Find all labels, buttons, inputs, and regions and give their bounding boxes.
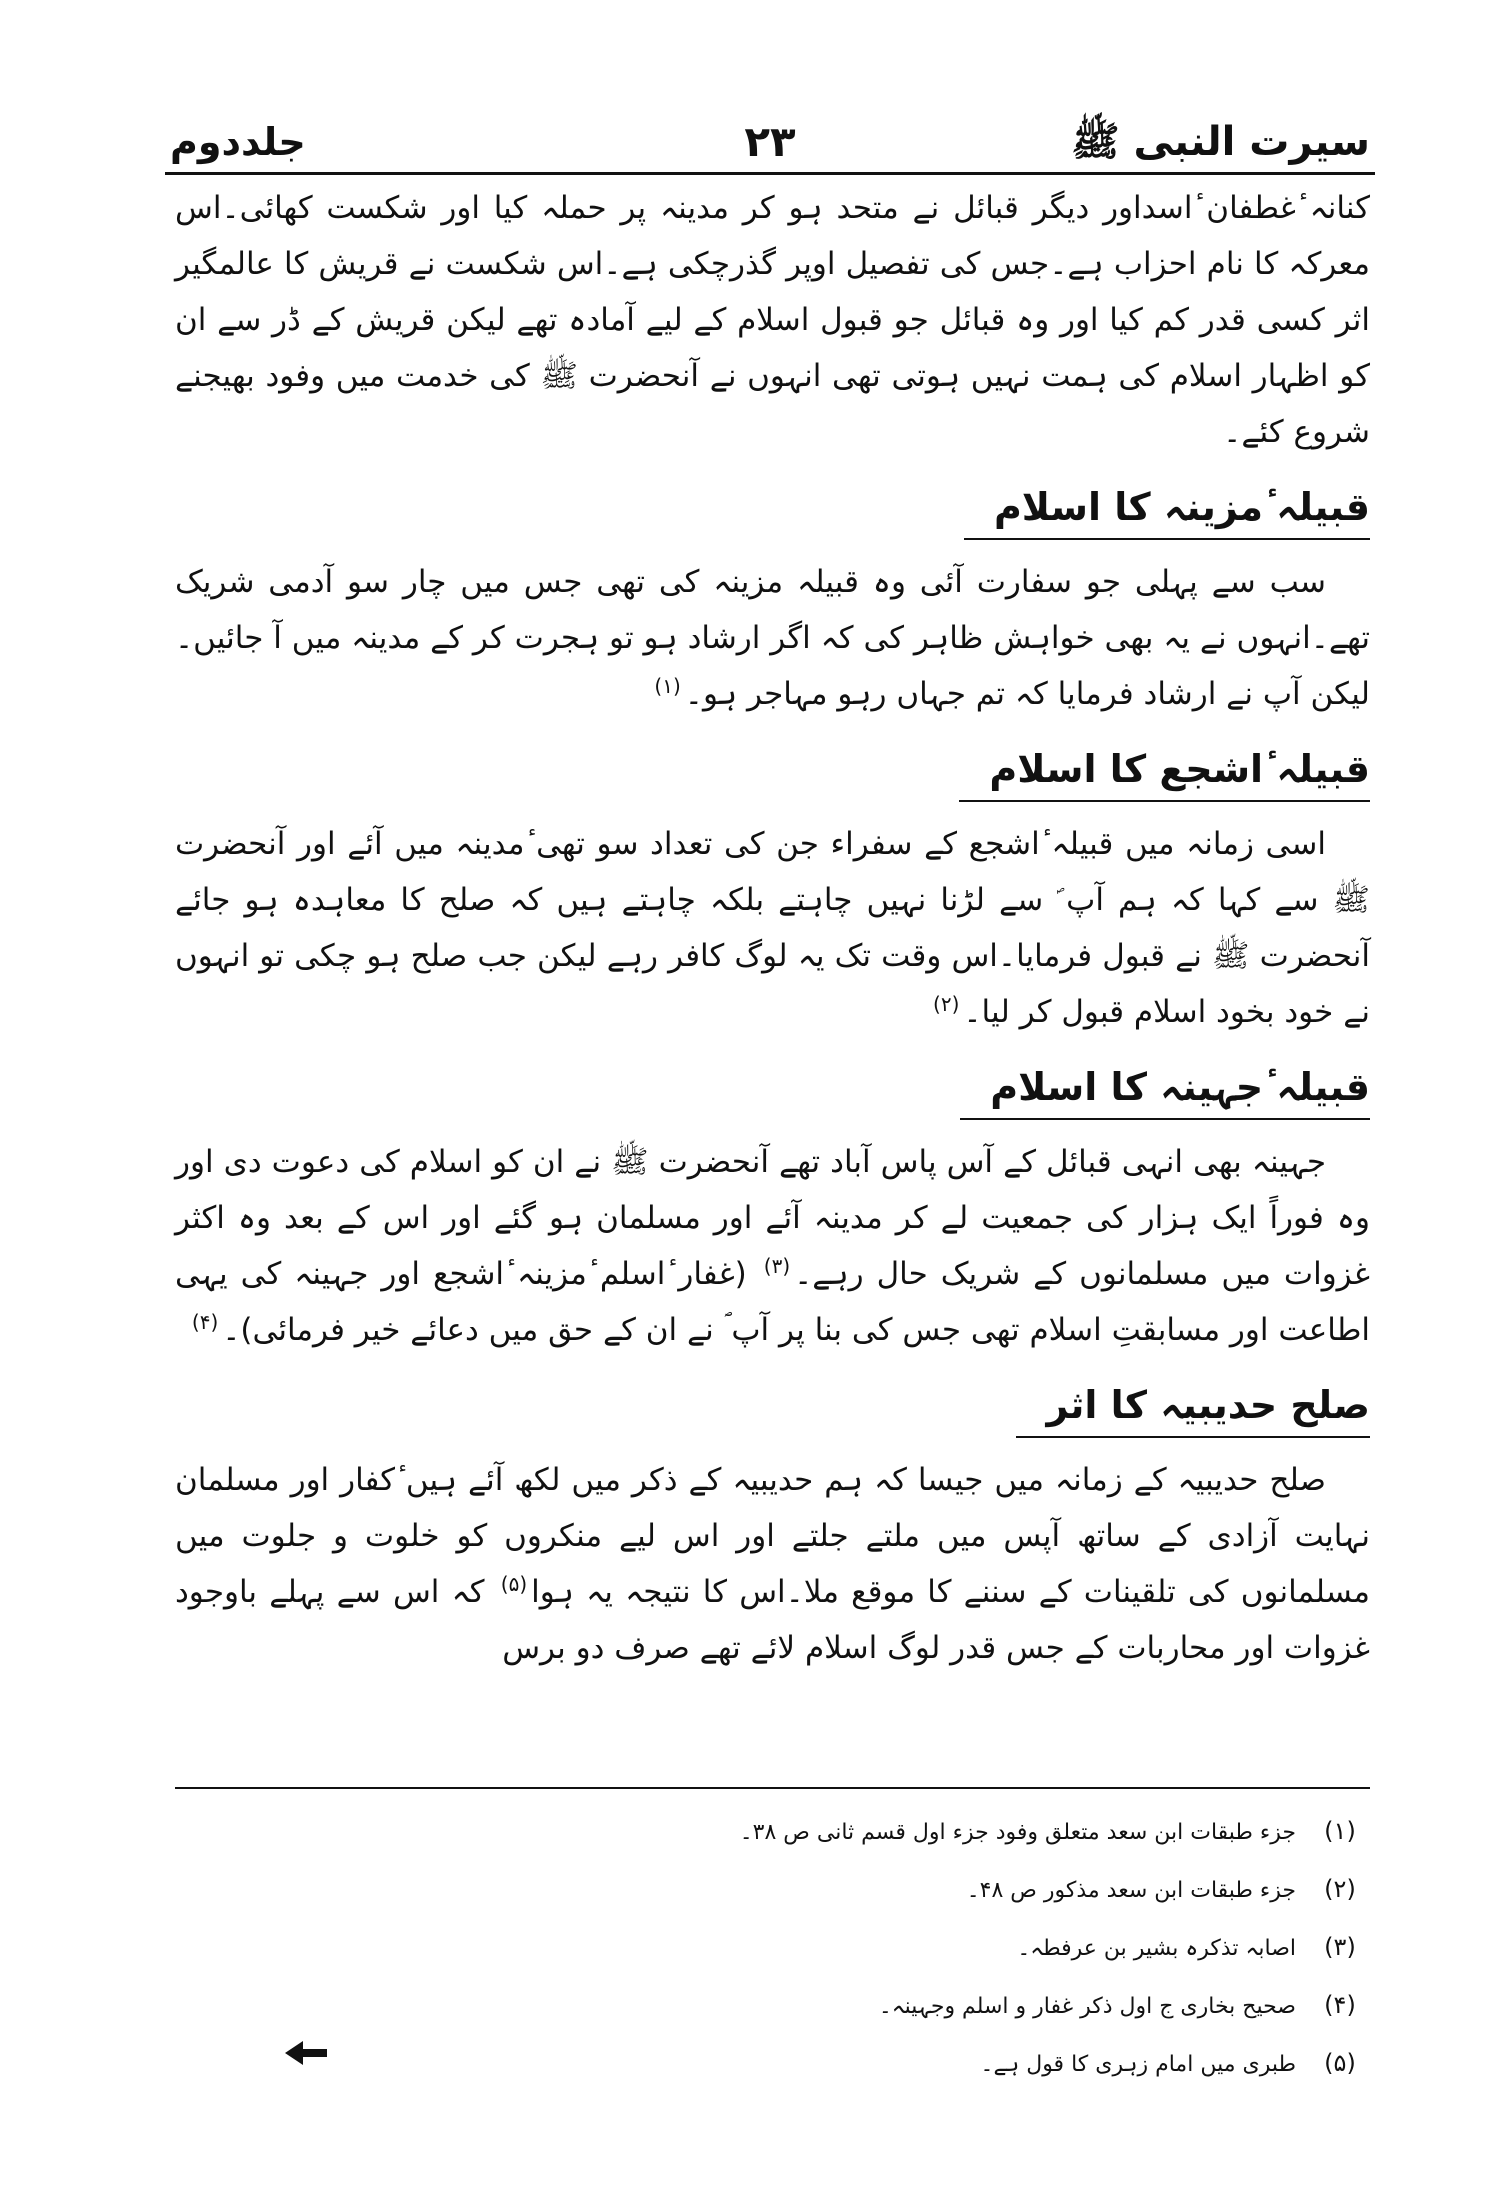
- footnote-ref-5[interactable]: (۵): [500, 1571, 528, 1596]
- footnote-item: [300, 2035, 1370, 2093]
- section-heading-muzaina-text: قبیلہ ٔمزینہ کا اسلام: [964, 478, 1370, 540]
- section-paragraph-juhaina: [175, 1134, 1370, 1358]
- header-divider: [165, 172, 1375, 175]
- footnotes: [300, 1803, 1370, 2093]
- section-heading-juhaina-text: قبیلہ ٔجہینہ کا اسلام: [960, 1058, 1370, 1120]
- footnote-item: [300, 1861, 1370, 1919]
- hudaibiya-text-1: صلح حدیبیہ کے زمانہ میں جیسا کہ ہم حدیبیہ کے ذکر میں لکھ آئے ہیں ٔکفار اور مسلمان نہایت آزادی کے ساتھ آپس میں ملتے جلتے اور اس لیے منکروں کو خلوت و جلوت میں مسلمانوں کی تلقینات کے سننے کا موقع ملا۔اس کا نتیجہ یہ ہوا: [175, 1462, 1370, 1610]
- section-heading-hudaibiya: [175, 1376, 1370, 1438]
- footnote-number: (۲): [1324, 1875, 1356, 1903]
- footnote-text: صحیح بخاری ج اول ذکر غفار و اسلم وجہینہ۔: [878, 1994, 1296, 2019]
- left-arrow-icon-graphic: [283, 2038, 329, 2068]
- juhaina-text-2: (غفار ٔاسلم ٔمزینہ ٔاشجع اور جہینہ کی یہی اطاعت اور مسابقتِ اسلام تھی جس کی بنا پر آپ ؐ نے ان کے حق میں دعائے خیر فرمائی)۔: [175, 1256, 1370, 1348]
- footnote-item: [300, 1977, 1370, 2035]
- book-title: سیرت النبی ﷺ: [1071, 119, 1370, 165]
- muzaina-text: سب سے پہلی جو سفارت آئی وہ قبیلہ مزینہ کی تھی جس میں چار سو آدمی شریک تھے۔انہوں نے یہ بھی خواہش ظاہر کی کہ اگر ارشاد ہو تو ہجرت کر کے مدینہ میں آ جائیں۔لیکن آپ نے ارشاد فرمایا کہ تم جہاں رہو مہاجر ہو۔: [175, 564, 1370, 712]
- juhaina-text-1: جہینہ بھی انہی قبائل کے آس پاس آباد تھے آنحضرت ﷺ نے ان کو اسلام کی دعوت دی اور وہ فوراً ایک ہزار کی جمعیت لے کر مدینہ آئے اور مسلمان ہو گئے اور اس کے بعد وہ اکثر غزوات میں مسلمانوں کے شریک حال رہے۔: [175, 1144, 1371, 1292]
- footnote-ref-1[interactable]: (۱): [654, 673, 681, 698]
- section-heading-ashja: [175, 740, 1370, 802]
- footnote-text: جزء طبقات ابن سعد متعلق وفود جزء اول قسم ثانی ص ۳۸۔: [739, 1820, 1296, 1845]
- page-number: ۲۳: [744, 117, 796, 166]
- section-heading-juhaina: [175, 1058, 1370, 1120]
- footnote-number: (۵): [1324, 2049, 1356, 2077]
- footnote-divider: [175, 1787, 1370, 1789]
- footnote-item: [300, 1803, 1370, 1861]
- footnote-text: طبری میں امام زہری کا قول ہے۔: [980, 2052, 1296, 2077]
- section-paragraph-hudaibiya: [175, 1452, 1370, 1676]
- footnote-ref-3[interactable]: (۳): [763, 1253, 791, 1278]
- footnote-ref-2[interactable]: (۲): [933, 991, 960, 1016]
- volume-label: جلددوم: [170, 120, 306, 164]
- footnote-number: (۴): [1324, 1991, 1356, 2019]
- footnote-ref-4[interactable]: (۴): [191, 1309, 219, 1334]
- footnote-number: (۱): [1324, 1817, 1356, 1845]
- hudaibiya-text-2: کہ اس سے پہلے باوجود غزوات اور محاربات کے جس قدر لوگ اسلام لائے تھے صرف دو برس: [175, 1574, 1370, 1666]
- intro-paragraph: کنانہ ٔغطفان ٔاسداور دیگر قبائل نے متحد ہو کر مدینہ پر حملہ کیا اور شکست کھائی۔اس معرکہ کا نام احزاب ہے۔جس کی تفصیل اوپر گذرچکی ہے۔اس شکست نے قریش کا عالمگیر اثر کسی قدر کم کیا اور وہ قبائل جو قبول اسلام کے لیے آمادہ تھے لیکن قریش کے ڈر سے ان کو اظہار اسلام کی ہمت نہیں ہوتی تھی انہوں نے آنحضرت ﷺ کی خدمت میں وفود بھیجنے شروع کئے۔: [175, 190, 1370, 450]
- section-paragraph-muzaina: [175, 554, 1370, 722]
- main-text: [175, 180, 1370, 1676]
- section-paragraph-ashja: [175, 816, 1370, 1040]
- left-arrow-icon[interactable]: [283, 2038, 329, 2068]
- footnote-text: اصابہ تذکرہ بشیر بن عرفطہ۔: [1017, 1936, 1296, 1961]
- section-heading-hudaibiya-text: صلح حدیبیہ کا اثر: [1016, 1376, 1370, 1438]
- section-heading-ashja-text: قبیلہ ٔاشجع کا اسلام: [959, 740, 1370, 802]
- ashja-text: اسی زمانہ میں قبیلہ ٔاشجع کے سفراء جن کی تعداد سو تھی ٔمدینہ میں آئے اور آنحضرت ﷺ سے کہا کہ ہم آپ ؐ سے لڑنا نہیں چاہتے بلکہ چاہتے ہیں کہ صلح کا معاہدہ ہو جائے آنحضرت ﷺ نے قبول فرمایا۔اس وقت تک یہ لوگ کافر رہے لیکن جب صلح ہو چکی تو انہوں نے خود بخود اسلام قبول کر لیا۔: [175, 826, 1370, 1030]
- section-heading-muzaina: [175, 478, 1370, 540]
- footnote-text: جزء طبقات ابن سعد مذکور ص ۴۸۔: [966, 1878, 1296, 1903]
- running-header: [170, 112, 1370, 172]
- footnote-item: [300, 1919, 1370, 1977]
- footnote-number: (۳): [1324, 1933, 1356, 1961]
